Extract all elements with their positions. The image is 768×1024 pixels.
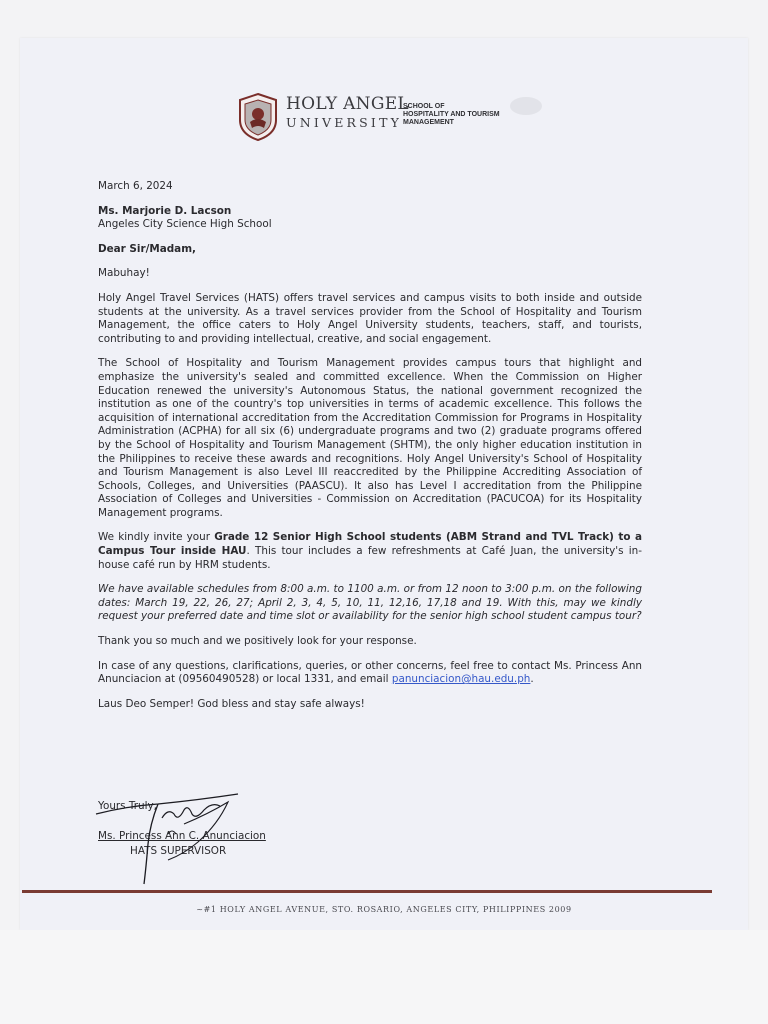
paragraph-thanks: Thank you so much and we positively look for your response.	[98, 635, 417, 648]
signatory-title: HATS SUPERVISOR	[130, 845, 227, 857]
letter-body	[98, 180, 642, 711]
paragraph-blessing: Laus Deo Semper! God bless and stay safe always!	[98, 697, 365, 710]
recipient-name: Ms. Marjorie D. Lacson	[98, 204, 232, 217]
university-name-line1: HOLY ANGEL	[286, 94, 410, 114]
university-name	[286, 96, 409, 130]
paragraph-schedules: We have available schedules from 8:00 a.m. to 1100 a.m. or from 12 noon to 3:00 p.m. on the following dates: March 19, 22, 26, 27; April 2, 3, 4, 5, 10, 11, 12,16, 17,18 and 19. With this, may we kindly request your preferred date and time slot or availability for the senior high school student campus tour?	[98, 583, 642, 623]
paragraph-accreditation: The School of Hospitality and Tourism Management provides campus tours that highlight and emphasize the university's sealed and committed excellence. When the Commission on Higher Education renewed the university's Autonomous Status, the national government recognized the institution as one of the country's top universities in terms of academic excellence. This follows the acquisition of international accreditation from the Accreditation Commission for Programs in Hospitality Administration (ACPHA) for all six (6) undergraduate programs and two (2) graduate programs offered by the School of Hospitality and Tourism Management (SHTM), the only higher education institution in the Philippines to receive these awards and recognitions. Holy Angel University's School of Hospitality and Tourism Management is also Level III reaccredited by the Philippine Accrediting Association of Schools, Colleges, and Universities (PAASCU). It also has Level I accreditation from the Philippine Association of Colleges and Universities - Commission on Accreditation (PACUCOA) for its Hospitality Management programs.	[98, 357, 642, 519]
paragraph-contact: In case of any questions, clarifications, queries, or other concerns, feel free to contact Ms. Princess Ann Anunciacion at (09560490528) or local 1331, and email panunciacion@hau.edu.ph.	[98, 659, 642, 686]
greeting: Mabuhay!	[98, 267, 150, 280]
school-name-line1: SCHOOL OF	[403, 103, 445, 110]
university-name-line2: UNIVERSITY	[286, 115, 403, 130]
university-seal-icon	[236, 92, 280, 142]
footer-divider	[22, 890, 712, 893]
contact-email-link[interactable]: panunciacion@hau.edu.ph	[391, 673, 531, 686]
paper-smudge	[510, 97, 542, 115]
signatory-name: Ms. Princess Ann C. Anunciacion	[98, 830, 266, 842]
footer-address: ~#1 HOLY ANGEL AVENUE, STO. ROSARIO, ANGELES CITY, PHILIPPINES 2009	[196, 905, 572, 914]
school-name-line2: HOSPITALITY AND TOURISM	[403, 111, 500, 118]
paragraph-hats-intro: Holy Angel Travel Services (HATS) offers travel services and campus visits to both inside and outside students at the university. As a travel services provider from the School of Hospitality and Tourism Management, the office caters to Holy Angel University students, teachers, staff, and tourists, contributing to and providing intellectual, creative, and social engagement.	[98, 291, 642, 345]
school-name-line3: MANAGEMENT	[403, 119, 454, 126]
letter-date: March 6, 2024	[98, 180, 173, 192]
recipient-school: Angeles City Science High School	[98, 218, 272, 231]
page-background-bottom	[0, 930, 768, 1024]
letterhead	[236, 92, 536, 144]
paragraph-invitation: We kindly invite your Grade 12 Senior High School students (ABM Strand and TVL Track) to a Campus Tour inside HAU. This tour includes a few refreshments at Café Juan, the university's in-house café run by HRM students.	[98, 531, 642, 571]
salutation: Dear Sir/Madam,	[98, 242, 196, 255]
closing-yours: Yours Truly,	[98, 800, 157, 812]
school-name	[403, 103, 500, 127]
handwritten-signature-icon	[88, 784, 248, 890]
